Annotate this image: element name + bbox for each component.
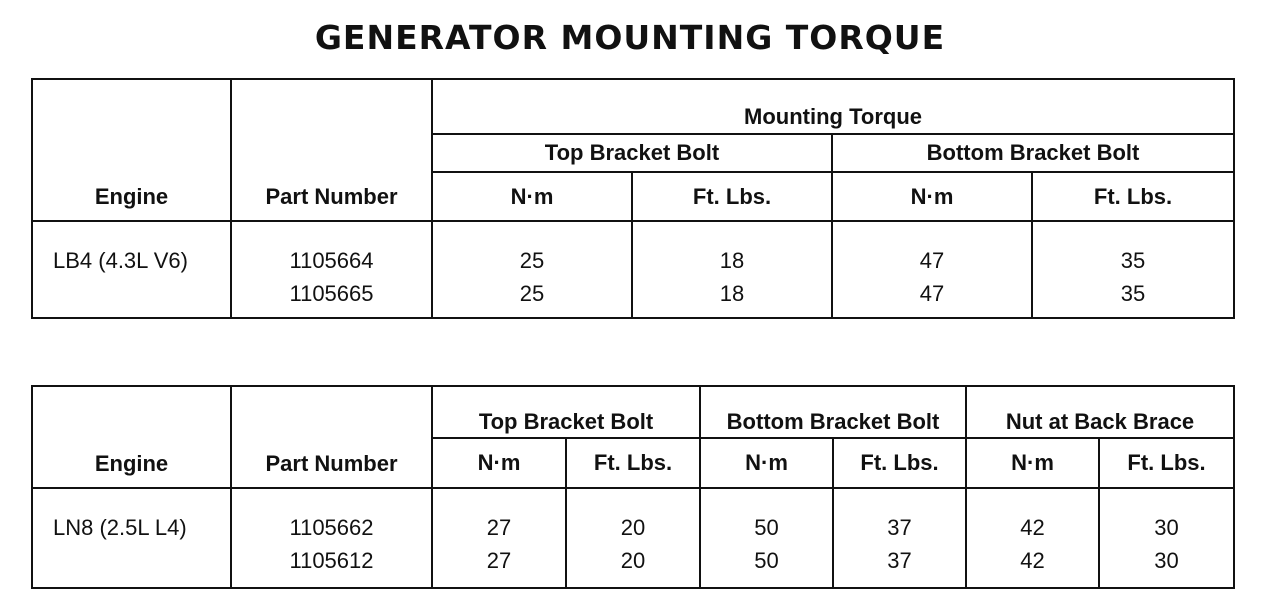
engine-cell: LB4 (4.3L V6) — [32, 221, 231, 318]
value: 47 — [919, 248, 945, 273]
top-bracket-bolt-header: Top Bracket Bolt — [432, 386, 700, 438]
part-number-header: Part Number — [231, 386, 432, 488]
value-cell — [1032, 221, 1234, 318]
value-cell — [700, 488, 833, 588]
value-cell — [1099, 488, 1234, 588]
value: 50 — [754, 515, 779, 540]
engine-header: Engine — [32, 79, 231, 221]
value-cell — [566, 488, 700, 588]
engine-header: Engine — [32, 386, 231, 488]
engine-cell: LN8 (2.5L L4) — [32, 488, 231, 588]
unit-header: Ft. Lbs. — [632, 172, 832, 221]
value-cell — [832, 221, 1032, 318]
torque-table-lb4 — [31, 78, 1235, 319]
unit-header: Ft. Lbs. — [833, 438, 966, 488]
value: 25 — [519, 248, 545, 273]
value: 37 — [887, 515, 912, 540]
value: 27 — [486, 515, 512, 540]
unit-header: Ft. Lbs. — [1099, 438, 1234, 488]
value-cell — [432, 221, 632, 318]
value: 27 — [486, 548, 512, 573]
mounting-torque-header: Mounting Torque — [432, 79, 1234, 134]
part-number-cell — [231, 221, 432, 318]
value: 18 — [719, 281, 745, 306]
value-cell — [966, 488, 1099, 588]
unit-header: Ft. Lbs. — [566, 438, 700, 488]
value: 30 — [1154, 515, 1179, 540]
value-cell — [632, 221, 832, 318]
value: 25 — [519, 281, 545, 306]
value: 18 — [719, 248, 745, 273]
page-title: GENERATOR MOUNTING TORQUE — [314, 18, 946, 57]
value: 20 — [620, 548, 646, 573]
value-cell — [432, 488, 566, 588]
bottom-bracket-bolt-header: Bottom Bracket Bolt — [832, 134, 1234, 172]
unit-header: N·m — [432, 438, 566, 488]
value: 20 — [620, 515, 646, 540]
unit-header: N·m — [966, 438, 1099, 488]
value: 30 — [1154, 548, 1179, 573]
value: 37 — [887, 548, 912, 573]
unit-header: N·m — [832, 172, 1032, 221]
value-cell — [833, 488, 966, 588]
part-number: 1105662 — [289, 515, 374, 540]
top-bracket-bolt-header: Top Bracket Bolt — [432, 134, 832, 172]
part-number: 1105664 — [289, 248, 374, 273]
unit-header: N·m — [432, 172, 632, 221]
value: 35 — [1120, 281, 1146, 306]
unit-header: N·m — [700, 438, 833, 488]
nut-at-back-brace-header: Nut at Back Brace — [966, 386, 1234, 438]
value: 50 — [754, 548, 779, 573]
value: 42 — [1020, 515, 1045, 540]
torque-table-ln8 — [31, 385, 1235, 589]
unit-header: Ft. Lbs. — [1032, 172, 1234, 221]
value: 35 — [1120, 248, 1146, 273]
value: 47 — [919, 281, 945, 306]
part-number-header: Part Number — [231, 79, 432, 221]
bottom-bracket-bolt-header: Bottom Bracket Bolt — [700, 386, 966, 438]
value: 42 — [1020, 548, 1045, 573]
part-number: 1105612 — [289, 548, 374, 573]
part-number: 1105665 — [289, 281, 374, 306]
part-number-cell — [231, 488, 432, 588]
